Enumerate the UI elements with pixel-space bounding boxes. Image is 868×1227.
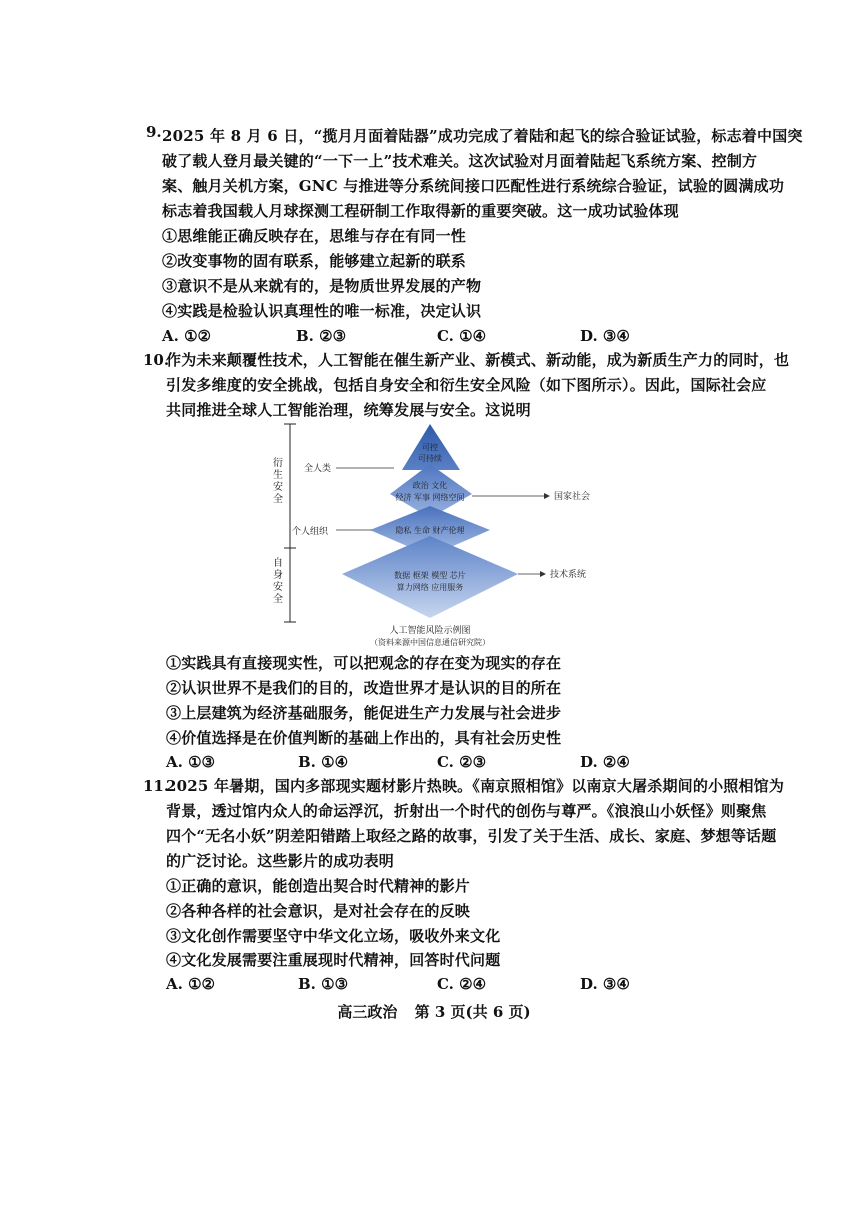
question-text-line: 2025 年 8 月 6 日，“揽月月面着陆器”成功完成了着陆和起飞的综合验证试验，标志着中国突 bbox=[162, 127, 803, 145]
statement: ④实践是检验认识真理性的唯一标准，决定认识 bbox=[162, 302, 482, 320]
statement: ②认识世界不是我们的目的，改造世界才是认识的目的所在 bbox=[166, 679, 562, 697]
diagram-source: （资料来源中国信息通信研究院） bbox=[370, 638, 490, 647]
option-c[interactable]: C. ①④ bbox=[437, 327, 487, 345]
layer-base-text-1: 数据 框架 模型 芯片 bbox=[394, 571, 466, 580]
label-tech-system: 技术系统 bbox=[550, 570, 587, 580]
pyramid-svg bbox=[262, 418, 642, 654]
statement: ②各种各样的社会意识，是对社会存在的反映 bbox=[166, 902, 471, 920]
label-individual-org: 个人组织 bbox=[292, 527, 329, 537]
statement: ③意识不是从来就有的，是物质世界发展的产物 bbox=[162, 277, 482, 295]
question-text-line: 的广泛讨论。这些影片的成功表明 bbox=[166, 852, 395, 870]
layer-top-text-2: 可持续 bbox=[418, 454, 442, 463]
option-b[interactable]: B. ②③ bbox=[296, 327, 347, 345]
option-c[interactable]: C. ②③ bbox=[437, 753, 487, 771]
footer-subject: 高三政治 bbox=[337, 1003, 398, 1021]
statement: ①思维能正确反映存在，思维与存在有同一性 bbox=[162, 227, 467, 245]
question-number: 10. bbox=[143, 351, 170, 369]
option-d[interactable]: D. ②④ bbox=[580, 753, 630, 771]
statement: ④文化发展需要注重展现时代精神，回答时代问题 bbox=[166, 951, 501, 969]
question-number: 11. bbox=[143, 777, 170, 795]
question-text-line: 共同推进全球人工智能治理，统筹发展与安全。这说明 bbox=[166, 401, 531, 419]
layer-top-text-1: 可控 bbox=[422, 443, 438, 452]
statement: ①实践具有直接现实性，可以把观念的存在变为现实的存在 bbox=[166, 654, 562, 672]
question-text-line: 引发多维度的安全挑战，包括自身安全和衍生安全风险（如下图所示）。因此，国际社会应 bbox=[166, 376, 767, 394]
option-b[interactable]: B. ①③ bbox=[298, 975, 349, 993]
question-text-line: 标志着我国载人月球探测工程研制工作取得新的重要突破。这一成功试验体现 bbox=[162, 202, 679, 220]
layer-2-text-2: 经济 军事 网络空间 bbox=[395, 493, 465, 502]
option-a[interactable]: A. ①② bbox=[162, 327, 211, 345]
question-text-line: 作为未来颠覆性技术，人工智能在催生新产业、新模式、新动能，成为新质生产力的同时，也 bbox=[166, 351, 790, 369]
option-d[interactable]: D. ③④ bbox=[580, 975, 630, 993]
layer-3-text: 隐私 生命 财产伦理 bbox=[395, 526, 465, 535]
question-text-line: 2025 年暑期，国内多部现实题材影片热映。《南京照相馆》以南京大屠杀期间的小照相馆为 bbox=[166, 777, 785, 795]
label-state-society: 国家社会 bbox=[554, 492, 591, 502]
layer-base-text-2: 算力网络 应用服务 bbox=[396, 583, 464, 592]
label-all-humanity: 全人类 bbox=[304, 464, 332, 474]
statement: ②改变事物的固有联系，能够建立起新的联系 bbox=[162, 252, 467, 270]
option-d[interactable]: D. ③④ bbox=[580, 327, 630, 345]
question-text-line: 案、触月关机方案，GNC 与推进等分系统间接口匹配性进行系统综合验证，试验的圆满成功 bbox=[162, 177, 785, 195]
question-text-line: 破了载人登月最关键的“一下一上”技术难关。这次试验对月面着陆起飞系统方案、控制方 bbox=[162, 152, 758, 170]
option-b[interactable]: B. ①④ bbox=[298, 753, 349, 771]
statement: ③文化创作需要坚守中华文化立场，吸收外来文化 bbox=[166, 927, 501, 945]
option-c[interactable]: C. ②④ bbox=[437, 975, 487, 993]
question-text-line: 四个“无名小妖”阴差阳错踏上取经之路的故事，引发了关于生活、成长、家庭、梦想等话题 bbox=[166, 827, 777, 845]
layer-2-text-1: 政治 文化 bbox=[412, 481, 448, 490]
page-footer bbox=[0, 1001, 868, 1022]
ai-risk-pyramid-diagram bbox=[262, 418, 642, 654]
footer-page-number: 第 3 页(共 6 页) bbox=[414, 1003, 531, 1021]
statement: ①正确的意识，能创造出契合时代精神的影片 bbox=[166, 877, 471, 895]
option-a[interactable]: A. ①③ bbox=[166, 753, 215, 771]
diagram-caption: 人工智能风险示例图 bbox=[389, 626, 471, 636]
question-number: 9. bbox=[146, 123, 162, 141]
statement: ④价值选择是在价值判断的基础上作出的，具有社会历史性 bbox=[166, 729, 562, 747]
label-derivative-security: 衍生安全 bbox=[273, 458, 283, 505]
label-inherent-security: 自身安全 bbox=[273, 558, 283, 605]
question-text-line: 背景，透过馆内众人的命运浮沉，折射出一个时代的创伤与尊严。《浪浪山小妖怪》则聚焦 bbox=[166, 802, 767, 820]
statement: ③上层建筑为经济基础服务，能促进生产力发展与社会进步 bbox=[166, 704, 562, 722]
option-a[interactable]: A. ①② bbox=[166, 975, 215, 993]
